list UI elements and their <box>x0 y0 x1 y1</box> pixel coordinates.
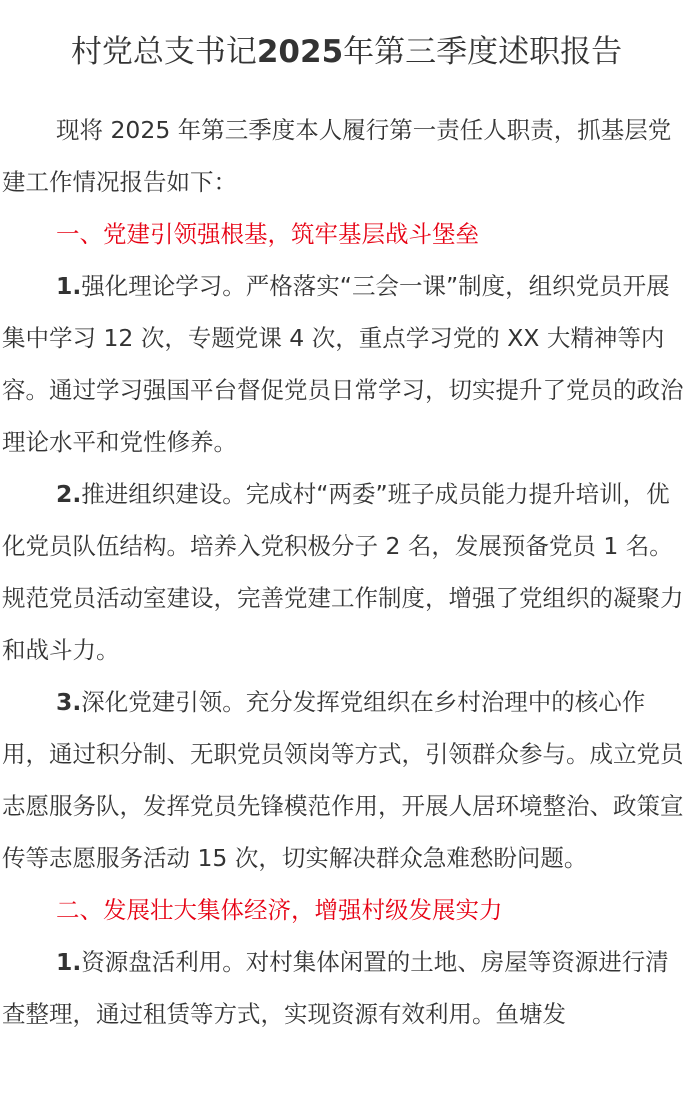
title-year: 2025 <box>256 34 344 70</box>
section-1-item-2 <box>2 468 692 676</box>
report-body <box>2 104 692 1040</box>
item-number: 3. <box>56 688 82 716</box>
item-text: 资源盘活利用。对村集体闲置的土地、房屋等资源进行清查整理，通过租赁等方式，实现资源有效利用。鱼塘发 <box>2 948 669 1028</box>
item-text: 强化理论学习。严格落实“三会一课”制度，组织党员开展集中学习 12 次，专题党课 4 次，重点学习党的 XX 大精神等内容。通过学习强国平台督促党员日常学习，切实提升了党员的政治理论水平和党性修养。 <box>2 272 684 456</box>
item-text: 推进组织建设。完成村“两委”班子成员能力提升培训，优化党员队伍结构。培养入党积极分子 2 名，发展预备党员 1 名。规范党员活动室建设，完善党建工作制度，增强了党组织的凝聚力和战斗力。 <box>2 480 684 664</box>
section-heading-2: 二、发展壮大集体经济，增强村级发展实力 <box>56 896 503 924</box>
title-suffix: 年第三季度述职报告 <box>343 34 623 70</box>
section-2-item-1 <box>2 936 692 1040</box>
item-number: 2. <box>56 480 82 508</box>
intro-paragraph: 现将 2025 年第三季度本人履行第一责任人职责，抓基层党建工作情况报告如下： <box>2 116 672 196</box>
section-1-item-3 <box>2 676 692 884</box>
title-prefix: 村党总支书记 <box>70 34 257 70</box>
section-heading-1: 一、党建引领强根基，筑牢基层战斗堡垒 <box>56 220 479 248</box>
section-1-item-1 <box>2 260 692 468</box>
report-title <box>0 28 693 76</box>
item-text: 深化党建引领。充分发挥党组织在乡村治理中的核心作用，通过积分制、无职党员领岗等方式，引领群众参与。成立党员志愿服务队，发挥党员先锋模范作用，开展人居环境整治、政策宣传等志愿服务活动 15 次，切实解决群众急难愁盼问题。 <box>2 688 684 872</box>
item-number: 1. <box>56 948 82 976</box>
item-number: 1. <box>56 272 82 300</box>
